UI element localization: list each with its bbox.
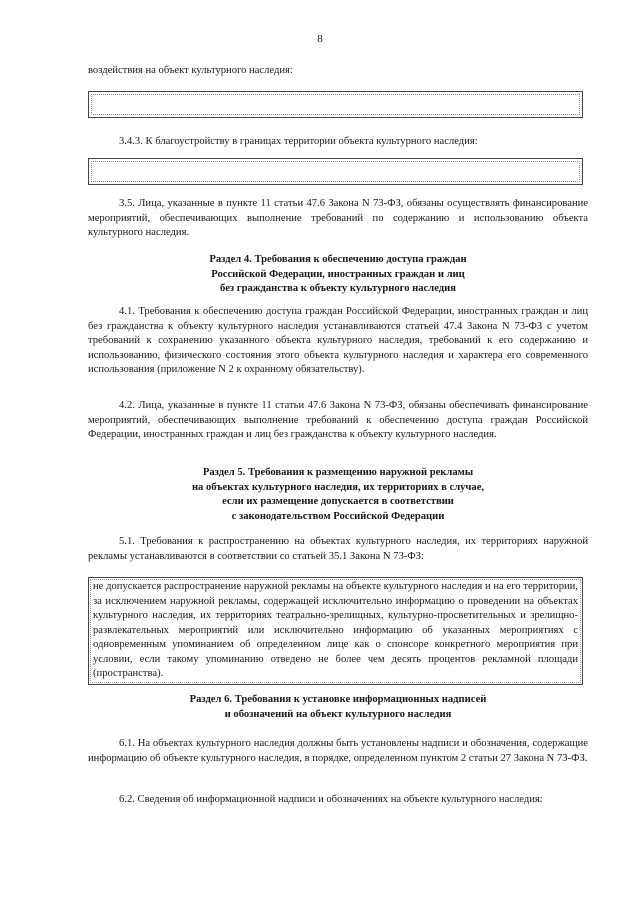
empty-field-box-impact[interactable] — [88, 91, 583, 118]
section-5-title-line-2: на объектах культурного наследия, их территориях в случае, — [191, 481, 485, 493]
item-5-1: 5.1. Требования к распространению на объектах культурного наследия, их территориях наружной рекламы устанавливаются в соответствии со статьей 35.1 Закона N 73-ФЗ: — [88, 536, 588, 562]
section-5-title-line-1: Раздел 5. Требования к размещению наружной рекламы — [202, 467, 474, 478]
item-4-2: 4.2. Лица, указанные в пункте 11 статьи 47.6 Закона N 73-ФЗ, обязаны обеспечивать финансирование мероприятий, обеспечивающих выполнение требований к обеспечению доступа граждан Российской Федерации, иностранных граждан и лиц без гражданства к объекту культурного наследия. — [88, 400, 588, 440]
item-4-1: 4.1. Требования к обеспечению доступа граждан Российской Федерации, иностранных граждан и лиц без гражданства к объекту культурного наследия устанавливаются статьей 47.4 Закона N 73-ФЗ с учетом требований к сохранению указанного объекта культурного наследия, требований к его содержанию и использованию, физического состояния этого объекта культурного наследия и характера его современного использования (приложение N 2 к охранному обязательству). — [88, 306, 588, 375]
section-5-title — [88, 466, 588, 524]
section-6-title-line-2: и обозначений на объект культурного наследия — [224, 708, 452, 720]
section-4-title-line-3: без гражданства к объекту культурного наследия — [220, 283, 456, 294]
section-4-title — [88, 253, 588, 297]
section-6-title-line-1: Раздел 6. Требования к установке информационных надписей — [189, 694, 487, 705]
item-3-4-3: 3.4.3. К благоустройству в границах территории объекта культурного наследия: — [119, 136, 478, 147]
section-6-title — [88, 693, 588, 722]
item-3-5: 3.5. Лица, указанные в пункте 11 статьи 47.6 Закона N 73-ФЗ, обязаны осуществлять финансирование мероприятий, обеспечивающих выполнение требований по содержанию и использованию объекта культурного наследия. — [88, 198, 588, 238]
section-5-title-line-3: если их размещение допускается в соответствии — [222, 496, 454, 507]
page-number: 8 — [317, 33, 323, 45]
section-5-title-line-4: с законодательством Российской Федерации — [231, 510, 445, 522]
section-4-title-line-2: Российской Федерации, иностранных граждан и лиц — [211, 268, 465, 280]
item-6-2: 6.2. Сведения об информационной надписи и обозначениях на объекте культурного наследия: — [119, 794, 543, 805]
item-6-1: 6.1. На объектах культурного наследия должны быть установлены надписи и обозначения, содержащие информацию об объекте культурного наследия, в порядке, определенном пунктом 2 статьи 27 Закона N 73-ФЗ. — [88, 738, 588, 764]
section-4-title-line-1: Раздел 4. Требования к обеспечению доступа граждан — [209, 254, 467, 265]
advertising-restriction-box: не допускается распространение наружной рекламы на объекте культурного наследия и на его территории, за исключением наружной рекламы, содержащей исключительно информацию о проведении на объектах культурного наследия, их территориях театрально-зрелищных, культурно-просветительных и зрелищно-развлекательных мероприятий или исключительно информацию об указанных мероприятиях с одновременным упоминанием об определенном лице как о спонсоре конкретного мероприятия при условии, если такому упоминанию отведено не более чем десять процентов рекламной площади (пространства). — [88, 577, 583, 685]
empty-field-box-landscaping[interactable] — [88, 158, 583, 185]
intro-line: воздействия на объект культурного наследия: — [88, 65, 293, 76]
